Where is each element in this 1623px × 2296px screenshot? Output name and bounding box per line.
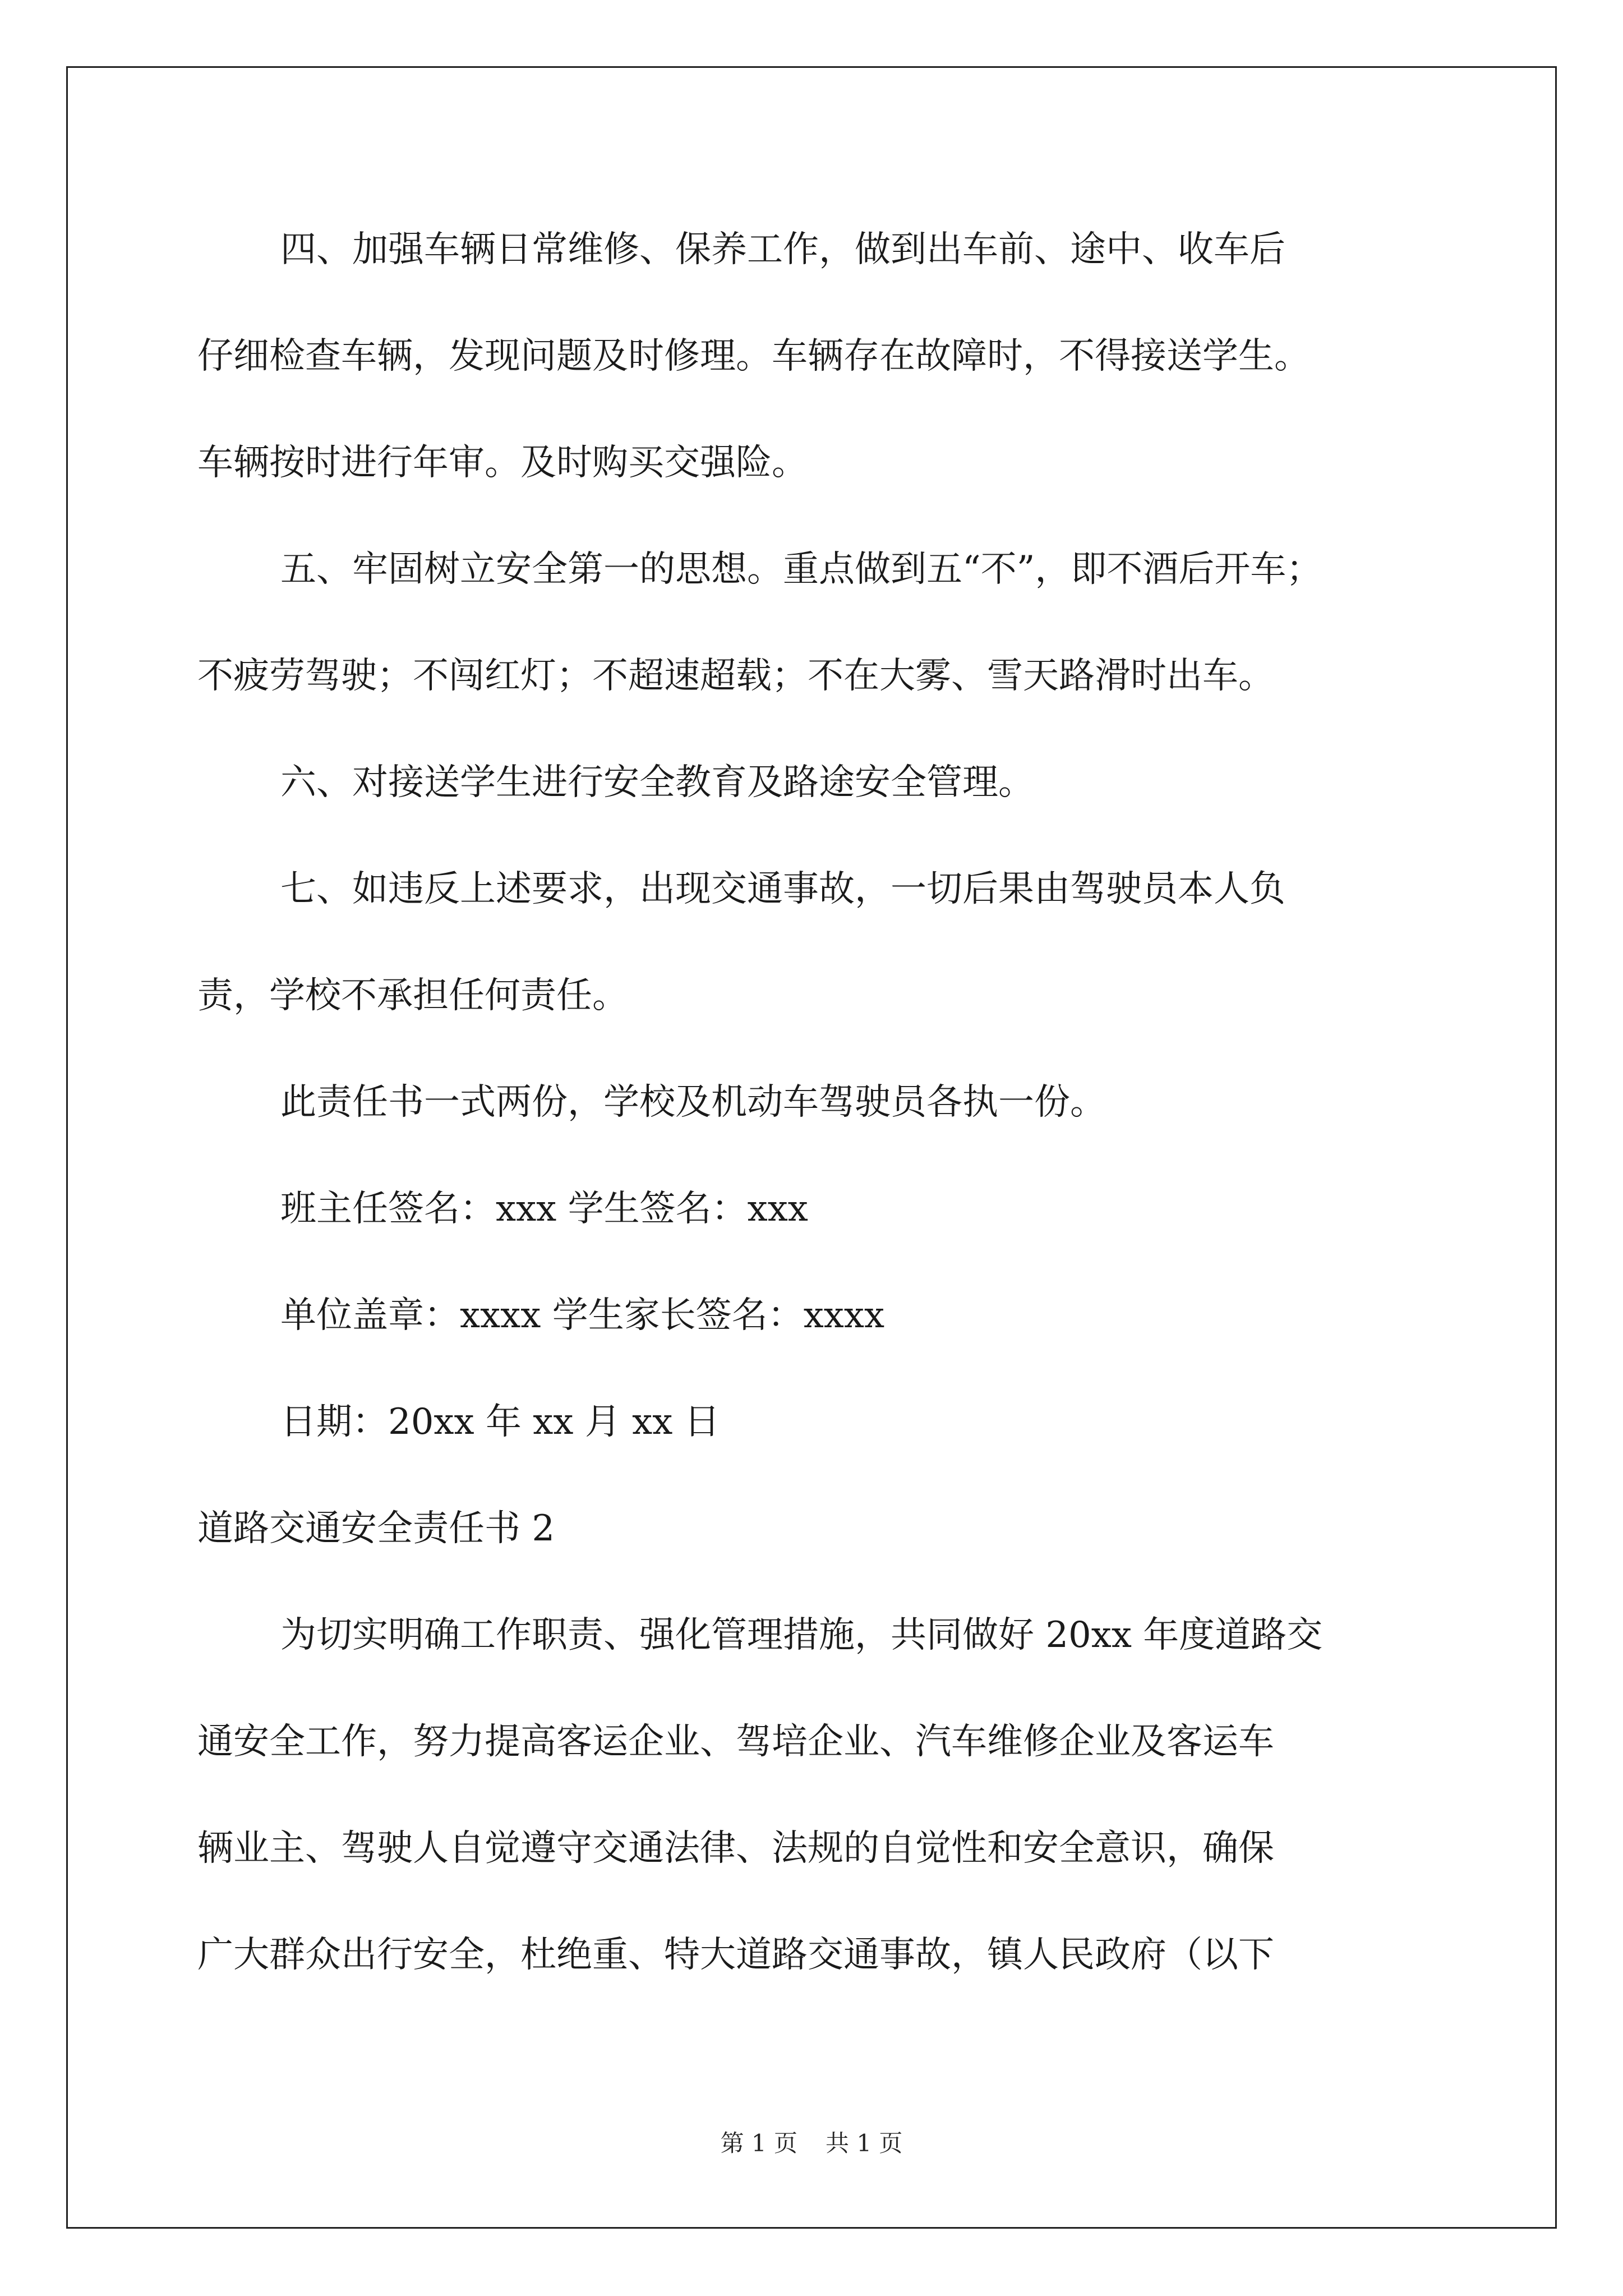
page-border	[66, 66, 1557, 2229]
signature-line-unit: 单位盖章：xxxx 学生家长签名：xxxx	[280, 1295, 885, 1336]
paragraph-line: 辆业主、驾驶人自觉遵守交通法律、法规的自觉性和安全意识，确保	[197, 1828, 1274, 1869]
paragraph-line: 为切实明确工作职责、强化管理措施，共同做好 20xx 年度道路交	[280, 1614, 1323, 1656]
date-line: 日期：20xx 年 xx 月 xx 日	[280, 1401, 720, 1443]
paragraph-line: 此责任书一式两份，学校及机动车驾驶员各执一份。	[280, 1082, 1106, 1123]
paragraph-line: 六、对接送学生进行安全教育及路途安全管理。	[280, 762, 1034, 803]
paragraph-line: 不疲劳驾驶；不闯红灯；不超速超载；不在大雾、雪天路滑时出车。	[197, 655, 1274, 697]
section-title: 道路交通安全责任书 2	[197, 1508, 555, 1549]
paragraph-line: 四、加强车辆日常维修、保养工作，做到出车前、途中、收车后	[280, 229, 1285, 270]
paragraph-line: 车辆按时进行年审。及时购买交强险。	[197, 442, 808, 484]
paragraph-line: 五、牢固树立安全第一的思想。重点做到五“不”，即不酒后开车；	[280, 549, 1322, 590]
page-number: 第 1 页	[720, 2129, 797, 2157]
signature-line-teacher: 班主任签名：xxx 学生签名：xxx	[280, 1188, 808, 1230]
page-footer	[0, 2129, 1623, 2157]
paragraph-line: 通安全工作，努力提高客运企业、驾培企业、汽车维修企业及客运车	[197, 1721, 1274, 1763]
paragraph-line: 仔细检查车辆，发现问题及时修理。车辆存在故障时，不得接送学生。	[197, 335, 1310, 377]
paragraph-line: 七、如违反上述要求，出现交通事故，一切后果由驾驶员本人负	[280, 868, 1285, 910]
paragraph-line: 责，学校不承担任何责任。	[197, 975, 628, 1016]
page-total: 共 1 页	[826, 2129, 903, 2157]
paragraph-line: 广大群众出行安全，杜绝重、特大道路交通事故，镇人民政府（以下	[197, 1934, 1274, 1976]
